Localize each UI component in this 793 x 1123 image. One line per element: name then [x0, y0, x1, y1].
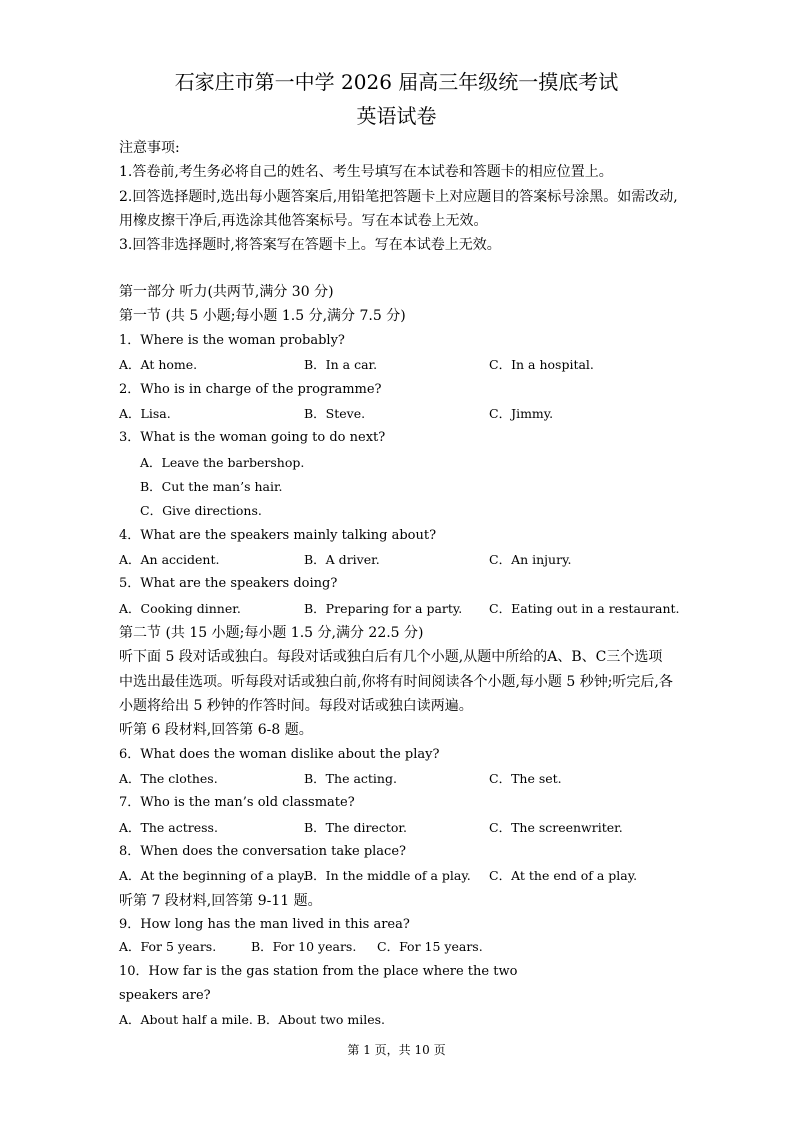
option-a: A．For 5 years. [119, 939, 217, 954]
option-c: C．Jimmy. [489, 406, 554, 421]
passage-6-heading: 听第 6 段材料,回答第 6-8 题。 [119, 722, 313, 738]
question-1: 1．Where is the woman probably? [119, 333, 345, 348]
option-a: A．At the beginning of a play. [119, 868, 307, 883]
notice-item: 2.回答选择题时,选出每小题答案后,用铅笔把答题卡上对应题目的答案标号涂黑。如需改动, [119, 189, 678, 205]
option-b: B．In a car. [304, 357, 378, 372]
option-b: B．Cut the man’s hair. [140, 479, 283, 494]
option-a: A．Cooking dinner. [119, 601, 241, 616]
option-c: C．The screenwriter. [489, 820, 623, 835]
option-b: B．The acting. [304, 771, 397, 786]
option-c: C．At the end of a play. [489, 868, 638, 883]
part1-heading: 第一部分 听力(共两节,满分 30 分) [119, 284, 334, 300]
option-a-b: A．About half a mile. B．About two miles. [119, 1012, 385, 1027]
option-b: B．Preparing for a party. [304, 601, 463, 616]
question-10-continued: speakers are? [119, 988, 211, 1003]
option-b: B．For 10 years. [251, 939, 357, 954]
notice-item: 3.回答非选择题时,将答案写在答题卡上。写在本试卷上无效。 [119, 237, 501, 253]
question-2: 2．Who is in charge of the programme? [119, 382, 382, 397]
passage-7-heading: 听第 7 段材料,回答第 9-11 题。 [119, 893, 322, 909]
notice-item: 1.答卷前,考生务必将自己的姓名、考生号填写在本试卷和答题卡的相应位置上。 [119, 164, 613, 180]
option-a: A．Lisa. [119, 406, 171, 421]
question-7: 7．Who is the man’s old classmate? [119, 795, 355, 810]
page-footer: 第 1 页，共 10 页 [347, 1043, 446, 1057]
question-10: 10．How far is the gas station from the place where the two [119, 964, 518, 979]
notice-item: 用橡皮擦干净后,再选涂其他答案标号。写在本试卷上无效。 [119, 213, 488, 229]
exam-subtitle: 英语试卷 [356, 104, 437, 128]
option-a: A．Leave the barbershop. [140, 455, 305, 470]
question-5: 5．What are the speakers doing? [119, 576, 338, 591]
section1-heading: 第一节 (共 5 小题;每小题 1.5 分,满分 7.5 分) [119, 308, 406, 324]
option-c: C．For 15 years. [377, 939, 483, 954]
option-b: B．A driver. [304, 552, 380, 567]
notice-heading: 注意事项: [119, 140, 180, 156]
question-4: 4．What are the speakers mainly talking about? [119, 528, 437, 543]
option-a: A．At home. [119, 357, 198, 372]
question-6: 6．What does the woman dislike about the play? [119, 747, 440, 762]
option-b: B．Steve. [304, 406, 366, 421]
option-c: C．In a hospital. [489, 357, 594, 372]
section2-instructions: 小题将给出 5 秒钟的作答时间。每段对话或独白读两遍。 [119, 698, 473, 714]
option-c: C．The set. [489, 771, 562, 786]
option-c: C．Give directions. [140, 503, 262, 518]
section2-instructions: 听下面 5 段对话或独白。每段对话或独白后有几个小题,从题中所给的A、B、C三个选项 [119, 649, 663, 665]
option-c: C．An injury. [489, 552, 572, 567]
exam-title: 石家庄市第一中学 2026 届高三年级统一摸底考试 [174, 70, 619, 94]
option-b: B．The director. [304, 820, 407, 835]
question-9: 9．How long has the man lived in this area? [119, 917, 410, 932]
section2-instructions: 中选出最佳选项。听每段对话或独白前,你将有时间阅读各个小题,每小题 5 秒钟;听完后,各 [119, 674, 673, 690]
question-8: 8．When does the conversation take place? [119, 844, 406, 859]
option-a: A．An accident. [119, 552, 220, 567]
option-a: A．The clothes. [119, 771, 218, 786]
option-a: A．The actress. [119, 820, 218, 835]
section2-heading: 第二节 (共 15 小题;每小题 1.5 分,满分 22.5 分) [119, 625, 424, 641]
option-b: B．In the middle of a play. [304, 868, 471, 883]
question-3: 3．What is the woman going to do next? [119, 430, 386, 445]
option-c: C．Eating out in a restaurant. [489, 601, 680, 616]
